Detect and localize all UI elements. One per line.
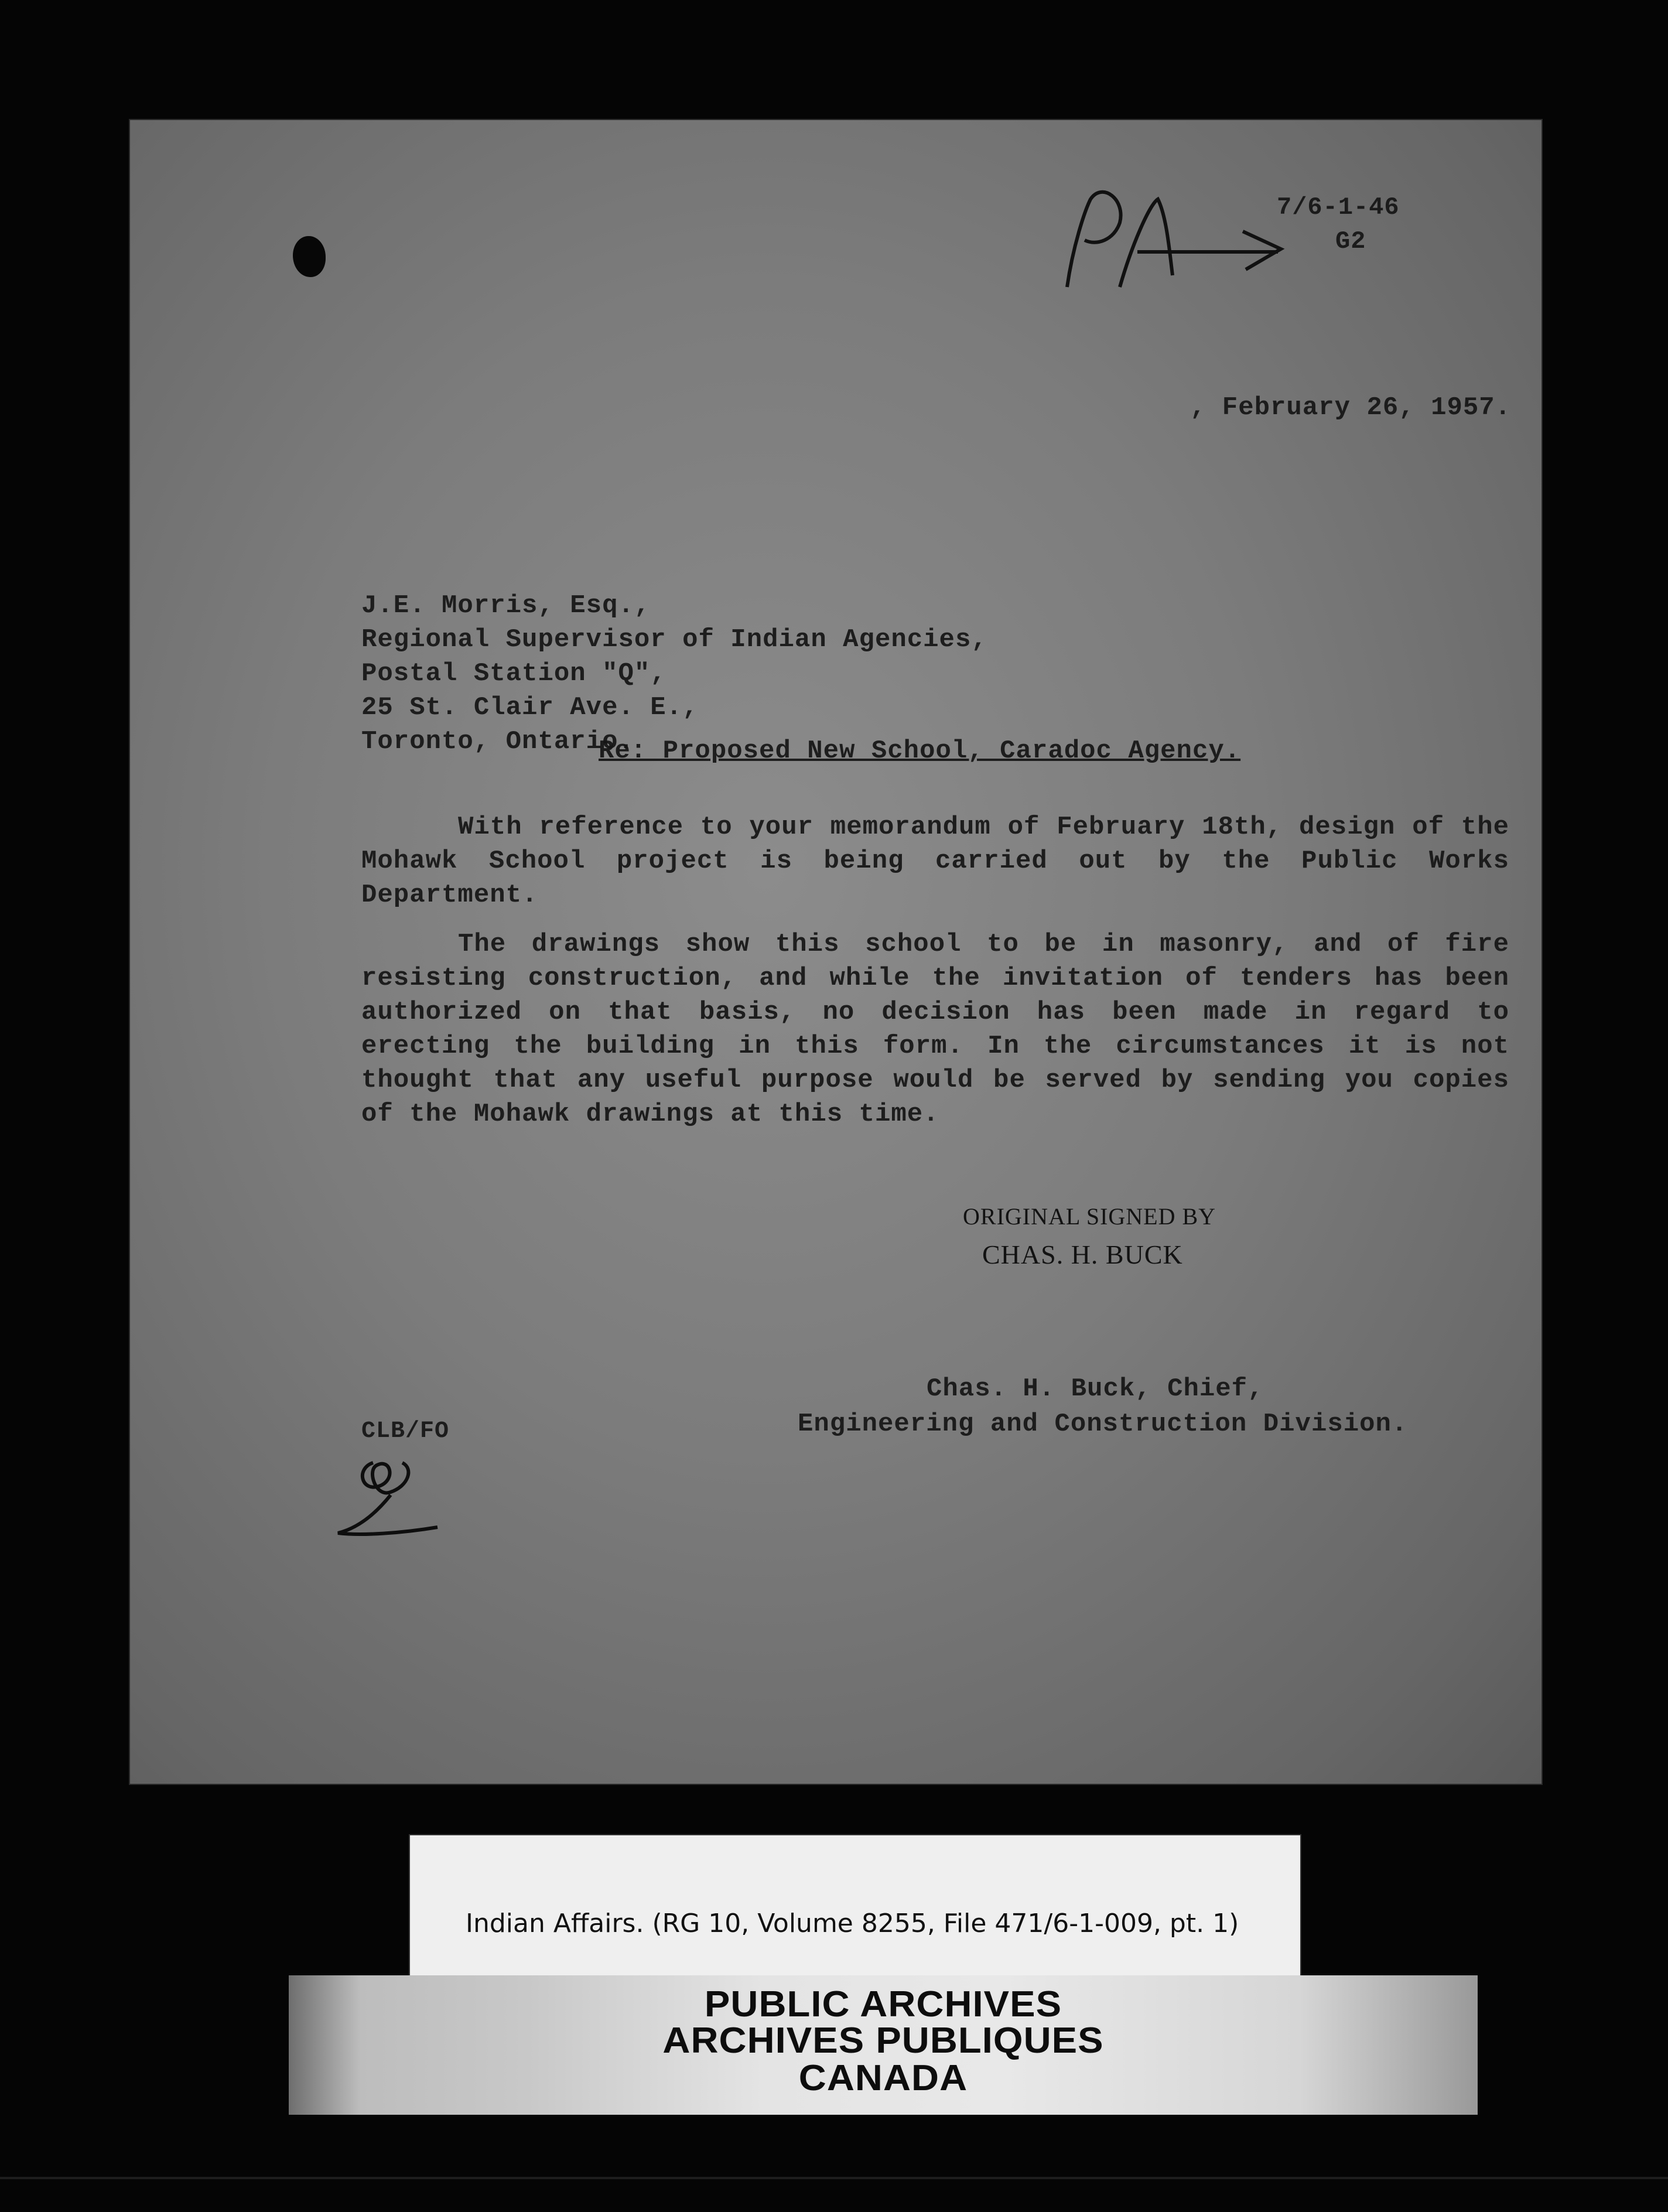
paragraph-2: The drawings show this school to be in masonry, and of fire resisting construction, and while the invitation of tenders has been authorized on that basis, no decision has been made in regard to erecting the building in this form. In the circumstances it is not thought that any useful purpose would be served by sending you copies of the Mohawk drawings at this time. (361, 930, 1509, 1129)
original-signed-name: CHAS. H. BUCK (982, 1240, 1183, 1269)
typist-initials: CLB/FO (361, 1418, 450, 1445)
address-line: Toronto, Ontario. (361, 727, 634, 756)
address-line: Regional Supervisor of Indian Agencies, (361, 625, 987, 654)
subject-line: Re: Proposed New School, Caradoc Agency. (599, 736, 1241, 766)
address-line: 25 St. Clair Ave. E., (361, 693, 699, 722)
address-line: Postal Station "Q", (361, 659, 666, 688)
punch-hole (293, 236, 326, 277)
handwritten-scribble (320, 1445, 455, 1551)
address-line: J.E. Morris, Esq., (361, 591, 651, 620)
archive-citation-label (410, 1835, 1300, 1976)
signature-title: Engineering and Construction Division. (798, 1409, 1408, 1439)
original-signed-stamp: ORIGINAL SIGNED BY (963, 1203, 1216, 1230)
file-number: 7/6-1-46 (1277, 193, 1400, 221)
paragraph-1: With reference to your memorandum of February 18th, design of the Mohawk School project is being carried out by the Public Works Department. (361, 813, 1509, 910)
archives-stamp-line: PUBLIC ARCHIVES (704, 1984, 1062, 2025)
archives-stamp (289, 1975, 1478, 2115)
archive-citation: Indian Affairs. (RG 10, Volume 8255, File 471/6-1-009, pt. 1) (466, 1909, 1239, 1938)
signature-name: Chas. H. Buck, Chief, (927, 1374, 1264, 1404)
recipient-address (361, 589, 987, 759)
letter-page (130, 120, 1541, 1784)
file-number-sub: G2 (1335, 227, 1366, 255)
letter-date: , February 26, 1957. (1190, 393, 1512, 422)
archives-stamp-line: CANADA (798, 2058, 968, 2098)
archives-stamp-line: ARCHIVES PUBLIQUES (662, 2020, 1104, 2061)
frame-edge (0, 2177, 1668, 2179)
